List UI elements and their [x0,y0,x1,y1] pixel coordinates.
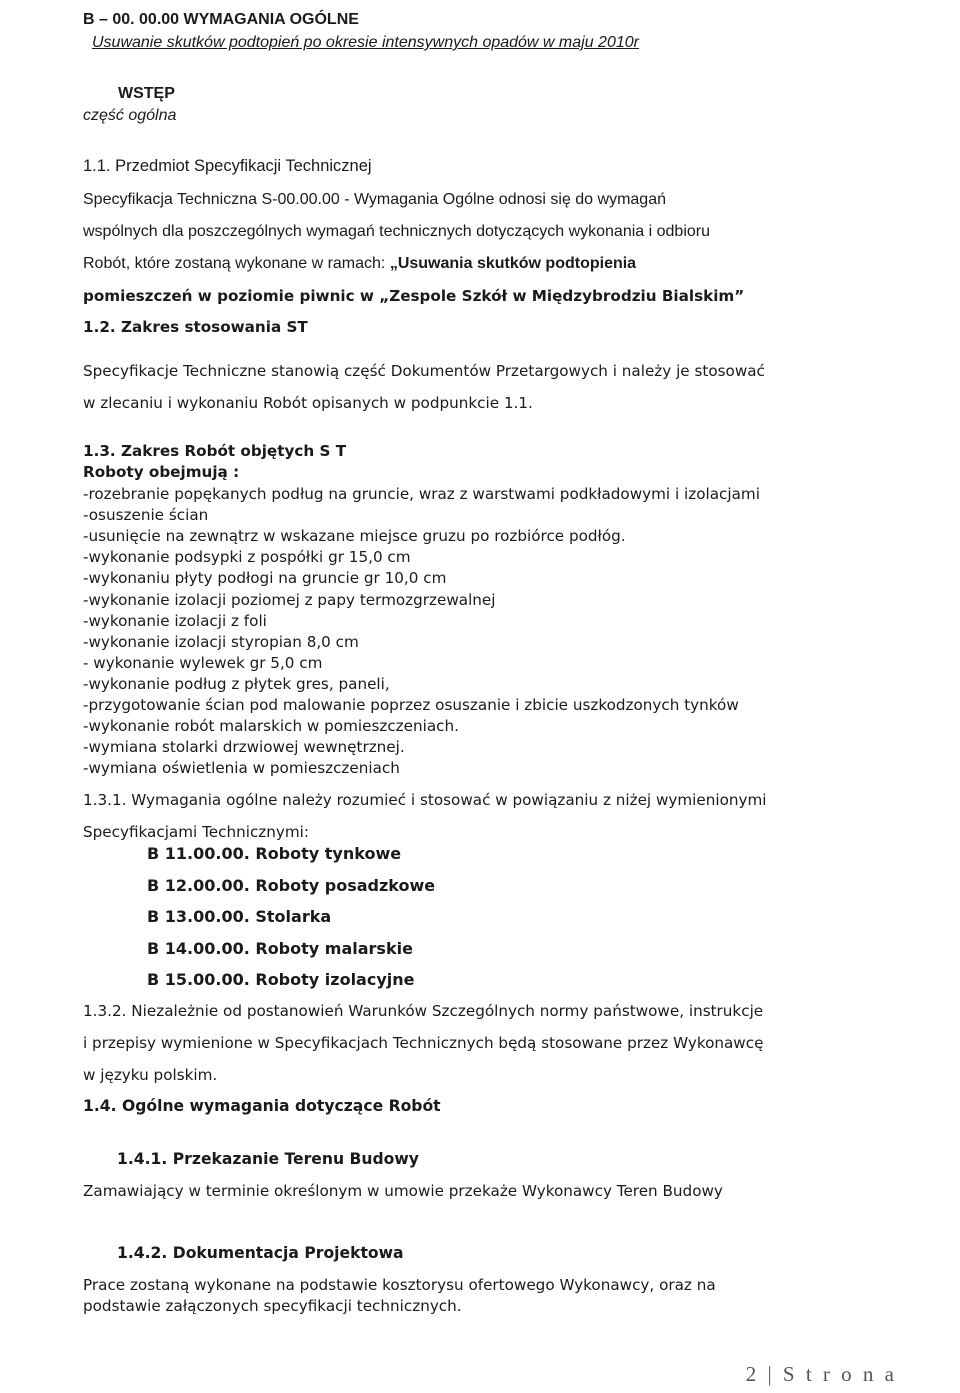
paragraph-1-3-1: Specyfikacjami Technicznymi: [83,823,310,841]
section-1-4-heading: 1.4. Ogólne wymagania dotyczące Robót [83,1097,441,1115]
works-list-item: -usunięcie na zewnątrz w wskazane miejsce gruzu po rozbiórce podłóg. [83,527,626,546]
works-list-item: -wymiana oświetlenia w pomieszczeniach [83,759,400,778]
spec-list-item: B 12.00.00. Roboty posadzkowe [147,875,436,895]
section-1-1-line-prefix: Robót, które zostaną wykonane w ramach: [83,255,390,272]
page-number: 2 [745,1362,760,1386]
works-list-item: -osuszenie ścian [83,506,209,525]
works-list-item: -wykonanie robót malarskich w pomieszczeniach. [83,717,459,736]
document-subtitle: Usuwanie skutków podtopień po okresie intensywnych opadów w maju 2010r [92,34,639,51]
section-1-2-heading: 1.2. Zakres stosowania ST [83,318,308,336]
spec-list-item: B 14.00.00. Roboty malarskie [147,938,413,958]
section-1-3-subheading: Roboty obejmują : [83,463,240,481]
project-name-part2: pomieszczeń w poziomie piwnic w „Zespole Szkół w Międzybrodziu Bialskim” [83,287,745,305]
intro-subheading: część ogólna [83,107,177,124]
paragraph-1-3-2: i przepisy wymienione w Specyfikacjach Technicznych będą stosowane przez Wykonawcę [83,1034,764,1052]
works-list-item: -wykonanie podług z płytek gres, paneli, [83,674,390,693]
works-list-item: -wykonanie izolacji z foli [83,611,267,630]
section-1-4-1-heading: 1.4.1. Przekazanie Terenu Budowy [117,1150,419,1168]
section-1-4-2-text: podstawie załączonych specyfikacji technicznych. [83,1297,462,1315]
document-title: B – 00. 00.00 WYMAGANIA OGÓLNE [83,11,359,28]
page-footer [746,1362,897,1387]
section-1-4-2-text: Prace zostaną wykonane na podstawie kosztorysu ofertowego Wykonawcy, oraz na [83,1276,716,1294]
project-name-part1: „Usuwania skutków podtopienia [389,255,637,272]
section-1-1-line [83,256,636,272]
section-1-4-1-text: Zamawiający w terminie określonym w umowie przekaże Wykonawcy Teren Budowy [83,1182,723,1200]
section-1-2-line: Specyfikacje Techniczne stanowią część Dokumentów Przetargowych i należy je stosować [83,362,765,380]
section-1-1-line: Specyfikacja Techniczna S-00.00.00 - Wymagania Ogólne odnosi się do wymagań [83,191,666,208]
section-1-2-line: w zlecaniu i wykonaniu Robót opisanych w podpunkcie 1.1. [83,394,533,412]
section-1-1-heading: 1.1. Przedmiot Specyfikacji Technicznej [83,157,372,175]
spec-list-item: B 15.00.00. Roboty izolacyjne [147,970,415,989]
works-list-item: - wykonanie wylewek gr 5,0 cm [83,653,323,672]
page-label: S t r o n a [782,1362,897,1386]
works-list-item: -wymiana stolarki drzwiowej wewnętrznej. [83,738,405,757]
section-1-1-line: wspólnych dla poszczególnych wymagań technicznych dotyczących wykonania i odbioru [83,223,710,240]
section-1-4-2-heading: 1.4.2. Dokumentacja Projektowa [117,1244,404,1262]
footer-separator: | [767,1362,775,1386]
works-list-item: -rozebranie popękanych podług na gruncie, wraz z warstwami podkładowymi i izolacjami [83,485,760,503]
paragraph-1-3-1: 1.3.1. Wymagania ogólne należy rozumieć i stosować w powiązaniu z niżej wymienionymi [83,791,767,809]
works-list-item: -wykonanie podsypki z pospółki gr 15,0 cm [83,548,411,567]
spec-list-item: B 13.00.00. Stolarka [147,907,332,926]
intro-heading: WSTĘP [118,85,175,102]
section-1-3-heading: 1.3. Zakres Robót objętych S T [83,442,347,460]
spec-list-item: B 11.00.00. Roboty tynkowe [147,844,402,863]
paragraph-1-3-2: 1.3.2. Niezależnie od postanowień Warunków Szczególnych normy państwowe, instrukcje [83,1002,764,1020]
works-list-item: -wykonanie izolacji poziomej z papy termozgrzewalnej [83,590,496,609]
works-list-item: -wykonaniu płyty podłogi na gruncie gr 10,0 cm [83,569,447,588]
paragraph-1-3-2: w języku polskim. [83,1066,218,1084]
works-list-item: -przygotowanie ścian pod malowanie poprzez osuszanie i zbicie uszkodzonych tynków [83,696,739,714]
works-list-item: -wykonanie izolacji styropian 8,0 cm [83,632,359,651]
